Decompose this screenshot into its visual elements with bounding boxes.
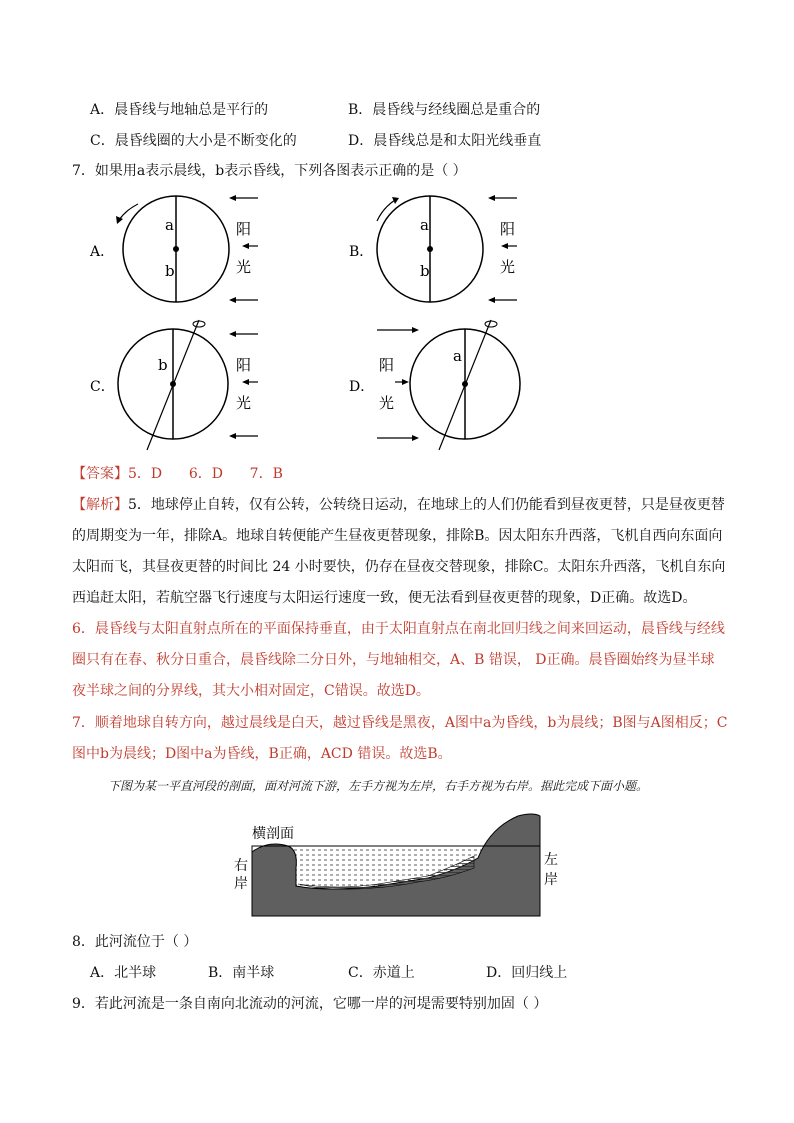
q8-stem: 8．此河流位于（ ） xyxy=(72,934,198,950)
rotation-arrowhead-icon xyxy=(116,216,123,224)
q6-option-b: B．晨昏线与经线圈总是重合的 xyxy=(348,102,541,118)
analysis-line: 图中b为晨线；D图中a为昏线，B正确，ACD 错误。故选B。 xyxy=(72,746,452,762)
sun-arrowhead-icon xyxy=(229,331,236,337)
analysis-line: 西追赶太阳，若航空器飞行速度与太阳运行速度一致，便无法看到昼夜更替的现象，D正确。故选D。 xyxy=(72,590,697,606)
sun-label-1: 阳 xyxy=(500,220,516,238)
q8-option-a: A．北半球 xyxy=(90,965,157,981)
sun-arrowhead-icon xyxy=(488,195,495,201)
q9-stem: 9．若此河流是一条自南向北流动的河流，它哪一岸的河堤需要特别加固（ ） xyxy=(72,996,548,1012)
analysis-text: 5．地球停止自转，仅有公转，公转绕日运动，在地球上的人们仍能看到昼夜更替，只是昼夜更替 xyxy=(128,497,725,513)
sun-label-2: 光 xyxy=(236,394,252,412)
pole-dot xyxy=(173,246,179,252)
analysis-line: 6．晨昏线与太阳直射点所在的平面保持垂直，由于太阳直射点在南北回归线之间来回运动，晨昏线与经线 xyxy=(72,621,725,637)
axis-rotation-icon xyxy=(485,321,497,327)
axis-rotation-icon xyxy=(193,321,205,327)
answer-line xyxy=(72,464,283,484)
diagram-a-option: A． xyxy=(90,244,115,260)
river-cross-section xyxy=(228,808,598,924)
q8-option-b: B．南半球 xyxy=(208,965,275,981)
sun-arrowhead-icon xyxy=(229,433,236,439)
pole-dot xyxy=(427,246,433,252)
q6-option-a: A．晨昏线与地轴总是平行的 xyxy=(90,102,269,118)
right-bank-label-1: 右 xyxy=(234,858,248,874)
analysis-line: 太阳而飞，其昼夜更替的时间比 24 小时要快，仍存在昼夜交替现象，排除C。太阳东升西落，飞机自东向 xyxy=(72,559,726,575)
analysis-line: 圈只有在春、秋分日重合，晨昏线除二分日外，与地轴相交，A、B 错误， D正确。晨昏圈始终为昼半球 xyxy=(72,652,715,668)
label-a: a xyxy=(453,347,462,365)
pole-dot xyxy=(170,381,176,387)
left-bank-label-2: 岸 xyxy=(544,872,558,888)
label-a: a xyxy=(165,216,174,234)
answer-tag: 【答案】 xyxy=(72,466,128,482)
rotation-arrow-icon xyxy=(377,200,395,221)
diagram-b-option: B． xyxy=(349,244,374,260)
diagram-d-option: D． xyxy=(349,379,375,395)
rotation-arrowhead-icon xyxy=(392,197,399,204)
sun-label-1: 阳 xyxy=(236,356,252,374)
sun-arrowhead-icon xyxy=(242,379,249,385)
sun-arrowhead-icon xyxy=(402,379,409,385)
diagram-a xyxy=(86,186,276,308)
left-bank-label-1: 左 xyxy=(544,852,558,868)
sun-label-2: 光 xyxy=(236,258,252,276)
answer-text: 5．D 6．D 7．B xyxy=(128,466,283,482)
label-b: b xyxy=(420,262,430,280)
q7-stem: 7．如果用a表示晨线，b表示昏线，下列各图表示正确的是（ ） xyxy=(72,163,467,179)
figure-title: 横剖面 xyxy=(252,826,294,842)
q6-option-c: C．晨昏线圈的大小是不断变化的 xyxy=(90,133,297,149)
q8-option-c: C．赤道上 xyxy=(348,965,415,981)
pole-dot xyxy=(462,381,468,387)
label-a: a xyxy=(420,216,429,234)
rotation-arrow-icon xyxy=(119,204,138,220)
sun-arrowhead-icon xyxy=(412,435,419,441)
diagram-c xyxy=(86,316,276,452)
sun-label-1: 阳 xyxy=(236,220,252,238)
label-b: b xyxy=(165,262,175,280)
label-b: b xyxy=(158,356,168,374)
sun-arrowhead-icon xyxy=(412,327,419,333)
analysis-tag: 【解析】 xyxy=(72,497,128,513)
sun-label-1: 阳 xyxy=(379,356,395,374)
sun-arrowhead-icon xyxy=(229,195,236,201)
q8-option-d: D．回归线上 xyxy=(486,965,568,981)
right-bank-label-2: 岸 xyxy=(234,876,248,892)
sun-arrowhead-icon xyxy=(242,243,249,249)
analysis-line: 夜半球之间的分界线，其大小相对固定，C错误。故选D。 xyxy=(72,683,430,699)
sun-label-2: 光 xyxy=(379,394,395,412)
diagram-b xyxy=(345,186,535,308)
sun-label-2: 光 xyxy=(500,258,516,276)
passage-text: 下图为某一平直河段的剖面，面对河流下游，左手方视为左岸，右手方视为右岸。据此完成下面小题。 xyxy=(108,779,649,793)
diagram-d xyxy=(345,316,545,452)
sun-arrowhead-icon xyxy=(488,297,495,303)
sun-arrowhead-icon xyxy=(229,297,236,303)
q6-option-d: D．晨昏线总是和太阳光线垂直 xyxy=(348,133,542,149)
diagram-c-option: C． xyxy=(90,379,115,395)
analysis-line: 的周期变为一年，排除A。地球自转便能产生昼夜更替现象，排除B。因太阳东升西落，飞机自西向东面向 xyxy=(72,528,723,544)
analysis-line-1 xyxy=(72,495,725,515)
analysis-line: 7．顺着地球自转方向，越过晨线是白天，越过昏线是黑夜，A图中a为昏线，b为晨线；B图与A图相反；C xyxy=(72,715,728,731)
sun-arrowhead-icon xyxy=(501,243,508,249)
